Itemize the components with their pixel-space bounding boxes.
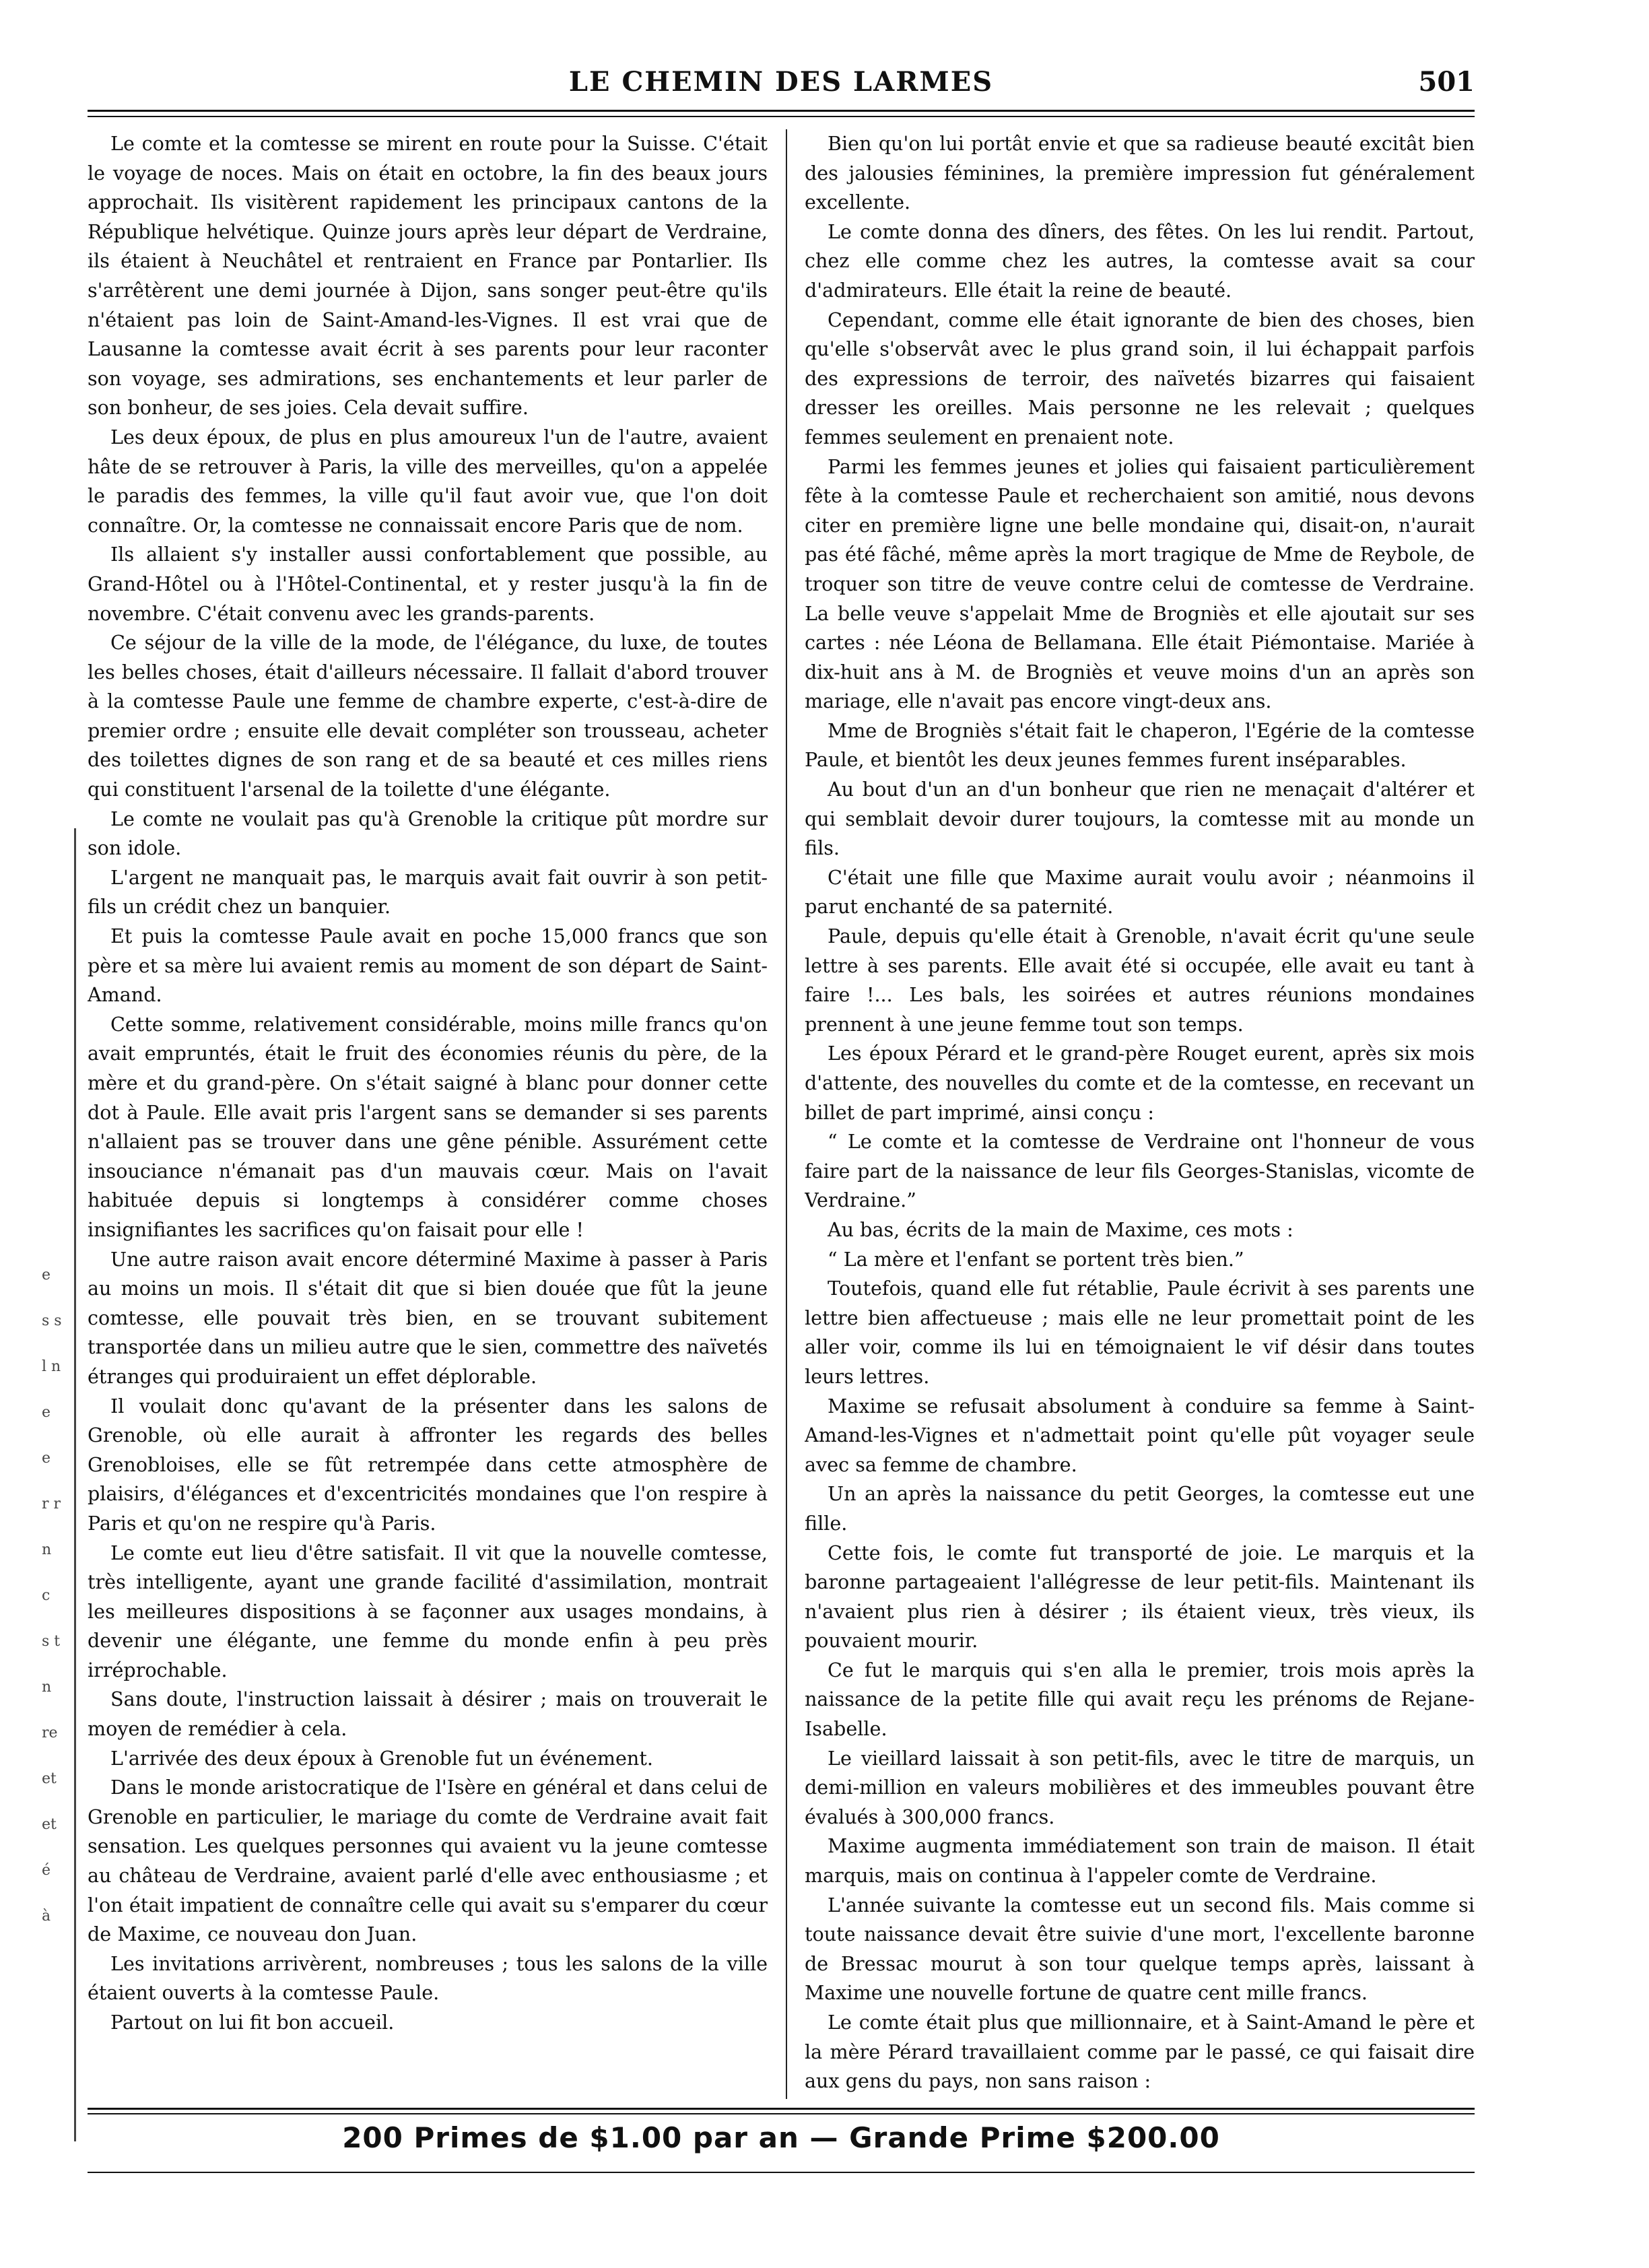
paragraph: Partout on lui fit bon accueil. <box>110 2011 395 2034</box>
paragraph: Les deux époux, de plus en plus amoureux l'un de l'autre, avaient hâte de se retrouver à Paris, la ville des merveilles, qu'on a appelée le paradis des femmes, la ville qu'il faut avoir vue, que l'on doit connaître. Or, la comtesse ne connaissait encore Paris que de nom. <box>88 425 768 537</box>
paragraph: Une autre raison avait encore déterminé Maxime à passer à Paris au moins un mois. Il s'était dit que si bien douée que fût la jeune comtesse, elle pouvait très bien, en se trouvant subitement transportée dans un milieu autre que le sien, commettre des naïvetés étranges qui produiraient un effet déplorable. <box>88 1247 768 1388</box>
footer-rule <box>88 2108 1475 2110</box>
paragraph: “ Le comte et la comtesse de Verdraine ont l'honneur de vous faire part de la naissance de leur fils Georges-Stanislas, vicomte de Verdraine.” <box>805 1130 1475 1212</box>
paragraph: Ce fut le marquis qui s'en alla le premier, trois mois après la naissance de la petite fille qui avait reçu les prénoms de Rejane-Isabelle. <box>805 1658 1475 1741</box>
left-column <box>88 129 768 2096</box>
paragraph: Le comte et la comtesse se mirent en route pour la Suisse. C'était le voyage de noces. Mais on était en octobre, la fin des beaux jours approchait. Ils visitèrent rapidement les principaux cantons de la République helvétique. Quinze jours après leur départ de Verdraine, ils étaient à Neuchâtel et rentraient en France par Pontarlier. Ils s'arrêtèrent une demi journée à Dijon, sans songer peut-être qu'ils n'étaient pas loin de Saint-Amand-les-Vignes. Il est vrai que de Lausanne la comtesse avait écrit à ses parents pour leur raconter son voyage, ses admirations, ses enchantements et leur parler de son bonheur, de ses joies. Cela devait suffire. <box>88 132 768 420</box>
paragraph: Dans le monde aristocratique de l'Isère en général et dans celui de Grenoble en particulier, le mariage du comte de Verdraine avait fait sensation. Les quelques personnes qui avaient vu la jeune comtesse au château de Verdraine, avaient parlé d'elle avec enthousiasme ; et l'on était impatient de connaître celle qui avait su s'emparer du cœur de Maxime, ce nouveau don Juan. <box>88 1776 768 1946</box>
header-rule <box>88 110 1475 112</box>
paragraph: L'arrivée des deux époux à Grenoble fut un événement. <box>110 1746 653 1770</box>
paragraph: L'argent ne manquait pas, le marquis avait fait ouvrir à son petit-fils un crédit chez un banquier. <box>88 865 768 919</box>
paragraph: Maxime se refusait absolument à conduire sa femme à Saint-Amand-les-Vignes et n'admettait point qu'elle pût voyager seule avec sa femme de chambre. <box>805 1394 1475 1476</box>
paragraph: Ils allaient s'y installer aussi confortablement que possible, au Grand-Hôtel ou à l'Hôtel-Continental, et y rester jusqu'à la fin de novembre. C'était convenu avec les grands-parents. <box>88 543 768 625</box>
paragraph: Le vieillard laissait à son petit-fils, avec le titre de marquis, un demi-million en valeurs mobilières et des immeubles pouvant être évalués à 300,000 francs. <box>805 1746 1475 1828</box>
paragraph: Les invitations arrivèrent, nombreuses ; tous les salons de la ville étaient ouverts à la comtesse Paule. <box>88 1952 768 2005</box>
paragraph: Sans doute, l'instruction laissait à désirer ; mais on trouverait le moyen de remédier à cela. <box>88 1688 768 1741</box>
footer-underline <box>88 2172 1475 2173</box>
footer-banner: 200 Primes de $1.00 par an — Grande Prime $200.00 <box>342 2121 1220 2154</box>
page-header <box>88 66 1475 100</box>
paragraph: Paule, depuis qu'elle était à Grenoble, n'avait écrit qu'une seule lettre à ses parents. Elle avait été si occupée, elle avait eu tant à faire !... Les bals, les soirées et autres réunions mondaines prennent à une jeune femme tout son temps. <box>805 925 1475 1036</box>
paragraph: Les époux Pérard et le grand-père Rouget eurent, après six mois d'attente, des nouvelles du comte et de la comtesse, en recevant un billet de part imprimé, ainsi conçu : <box>805 1042 1475 1124</box>
paragraph: Un an après la naissance du petit Georges, la comtesse eut une fille. <box>805 1482 1475 1535</box>
header-rule-thin <box>88 116 1475 117</box>
paragraph: Le comte eut lieu d'être satisfait. Il vit que la nouvelle comtesse, très intelligente, ayant une grande facilité d'assimilation, montrait les meilleures dispositions à se façonner aux usages mondains, à devenir une élégante, une femme du monde enfin à peu près irréprochable. <box>88 1541 768 1681</box>
paragraph: Bien qu'on lui portât envie et que sa radieuse beauté excitât bien des jalousies féminines, la première impression fut généralement excellente. <box>805 132 1475 214</box>
paragraph: Au bas, écrits de la main de Maxime, ces mots : <box>828 1218 1293 1241</box>
margin-bleed-letters: e s s l n e e r r n c s t n re et et é à <box>42 1267 62 1925</box>
paragraph: Cette somme, relativement considérable, moins mille francs qu'on avait empruntés, était le fruit des économies réunis du père, de la mère et du grand-père. On s'était saigné à blanc pour donner cette dot à Paule. Elle avait pris l'argent sans se demander si ses parents n'allaient pas se trouver dans une gêne pénible. Assurément cette insouciance n'émanait pas d'un mauvais cœur. Mais on l'avait habituée depuis si longtemps à considérer comme choses insignifiantes les sacrifices qu'on faisait pour elle ! <box>88 1012 768 1241</box>
paragraph: Et puis la comtesse Paule avait en poche 15,000 francs que son père et sa mère lui avaient remis au moment de son départ de Saint-Amand. <box>88 925 768 1007</box>
paragraph: Cependant, comme elle était ignorante de bien des choses, bien qu'elle s'observât avec le plus grand soin, il lui échappait parfois des expressions de terroir, des naïvetés bizarres qui faisaient dresser les oreilles. Mais personne ne les relevait ; quelques femmes seulement en prenaient note. <box>805 308 1475 448</box>
paragraph: Le comte ne voulait pas qu'à Grenoble la critique pût mordre sur son idole. <box>88 807 768 860</box>
column-divider <box>786 129 787 2099</box>
paragraph: Il voulait donc qu'avant de la présenter dans les salons de Grenoble, où elle aurait à affronter les regards des belles Grenobloises, elle se fût retrempée dans cette atmosphère de plaisirs, d'élégances et d'excentricités mondaines que l'on respire à Paris et qu'on ne respire qu'à Paris. <box>88 1394 768 1535</box>
footer-rule-thin <box>88 2113 1475 2114</box>
paragraph: L'année suivante la comtesse eut un second fils. Mais comme si toute naissance devait être suivie d'une mort, l'excellente baronne de Bressac mourut à son tour quelque temps après, laissant à Maxime une nouvelle fortune de quatre cent mille francs. <box>805 1893 1475 2005</box>
margin-binding-line <box>74 828 76 2141</box>
running-title: LE CHEMIN DES LARMES <box>568 66 994 98</box>
paragraph: Le comte donna des dîners, des fêtes. On les lui rendit. Partout, chez elle comme chez les autres, la comtesse avait sa cour d'admirateurs. Elle était la reine de beauté. <box>805 220 1475 302</box>
paragraph: Cette fois, le comte fut transporté de joie. Le marquis et la baronne partageaient l'allégresse de leur petit-fils. Maintenant ils n'avaient plus rien à désirer ; ils étaient vieux, très vieux, ils pouvaient mourir. <box>805 1541 1475 1653</box>
paragraph: Mme de Brogniès s'était fait le chaperon, l'Egérie de la comtesse Paule, et bientôt les deux jeunes femmes furent inséparables. <box>805 719 1475 772</box>
paragraph: Au bout d'un an d'un bonheur que rien ne menaçait d'altérer et qui semblait devoir durer toujours, la comtesse mit au monde un fils. <box>805 778 1475 860</box>
paragraph: Le comte était plus que millionnaire, et à Saint-Amand le père et la mère Pérard travaillaient comme par le passé, ce qui faisait dire aux gens du pays, non sans raison : <box>805 2011 1475 2093</box>
paragraph: Maxime augmenta immédiatement son train de maison. Il était marquis, mais on continua à l'appeler comte de Verdraine. <box>805 1834 1475 1888</box>
paragraph: Toutefois, quand elle fut rétablie, Paule écrivit à ses parents une lettre bien affectueuse ; mais elle ne leur promettait point de les aller voir, comme ils lui en témoignaient le vif désir dans toutes leurs lettres. <box>805 1277 1475 1388</box>
paragraph: Ce séjour de la ville de la mode, de l'élégance, du luxe, de toutes les belles choses, était d'ailleurs nécessaire. Il fallait d'abord trouver à la comtesse Paule une femme de chambre experte, c'est-à-dire de premier ordre ; ensuite elle devait compléter son trousseau, acheter des toilettes dignes de son rang et de sa beauté et ces milles riens qui constituent l'arsenal de la toilette d'une élégante. <box>88 631 768 801</box>
paragraph: “ La mère et l'enfant se portent très bien.” <box>828 1247 1244 1271</box>
paragraph: C'était une fille que Maxime aurait voulu avoir ; néanmoins il parut enchanté de sa paternité. <box>805 865 1475 919</box>
page-number: 501 <box>1418 66 1475 98</box>
right-column <box>805 129 1475 2096</box>
paragraph: Parmi les femmes jeunes et jolies qui faisaient particulièrement fête à la comtesse Paule et recherchaient son amitié, nous devons citer en première ligne une belle mondaine qui, disait-on, n'aurait pas été fâché, même après la mort tragique de Mme de Reybole, de troquer son titre de veuve contre celui de comtesse de Verdraine. La belle veuve s'appelait Mme de Brogniès et elle ajoutait sur ses cartes : née Léona de Bellamana. Elle était Piémontaise. Mariée à dix-huit ans à M. de Brogniès et veuve moins d'un an après son mariage, elle n'avait pas encore vingt-deux ans. <box>805 455 1475 713</box>
